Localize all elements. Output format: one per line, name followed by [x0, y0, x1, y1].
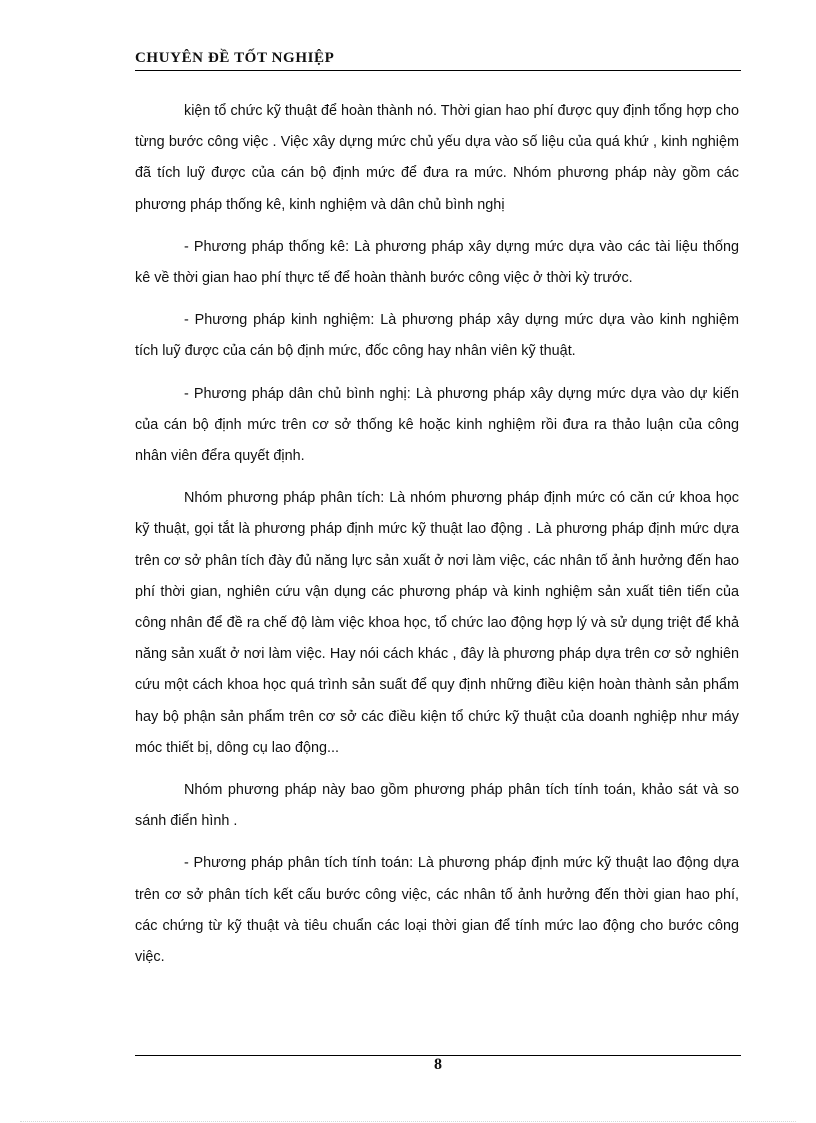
header-title: CHUYÊN ĐỀ TỐT NGHIỆP	[135, 50, 335, 66]
page-edge-divider	[20, 1121, 796, 1122]
document-body	[135, 96, 739, 984]
page-header	[135, 50, 741, 71]
paragraph-6: Nhóm phương pháp này bao gồm phương pháp phân tích tính toán, khảo sát và so sánh điển hình .	[135, 782, 739, 830]
paragraph-2: - Phương pháp thống kê: Là phương pháp xây dựng mức dựa vào các tài liệu thống kê về thời gian hao phí thực tế để hoàn thành bước công việc ở thời kỳ trước.	[135, 238, 739, 287]
page-number: 8	[434, 1056, 442, 1073]
paragraph-7: - Phương pháp phân tích tính toán: Là phương pháp định mức kỹ thuật lao động dựa trên cơ sở phân tích kết cấu bước công việc, các nhân tố ảnh hưởng đến thời gian hao phí, các chứng từ kỹ thuật và tiêu chuẩn các loại thời gian để tính mức lao động cho bước công việc.	[135, 855, 739, 966]
paragraph-4: - Phương pháp dân chủ bình nghị: Là phương pháp xây dựng mức dựa vào dự kiến của cán bộ định mức trên cơ sở thống kê hoặc kinh nghiệm rồi đưa ra thảo luận của công nhân viên đểra quyết định.	[135, 385, 739, 465]
paragraph-3: - Phương pháp kinh nghiệm: Là phương pháp xây dựng mức dựa vào kinh nghiệm tích luỹ được của cán bộ định mức, đốc công hay nhân viên kỹ thuật.	[135, 312, 739, 360]
paragraph-5: Nhóm phương pháp phân tích: Là nhóm phương pháp định mức có căn cứ khoa học kỹ thuật, gọi tắt là phương pháp định mức kỹ thuật lao động . Là phương pháp định mức dựa trên cơ sở phân tích đày đủ năng lực sản xuất ở nơi làm việc, các nhân tố ảnh hưởng đến hao phí thời gian, nghiên cứu vận dụng các phương pháp và kinh nghiệm sản xuất tiên tiến của công nhân để đề ra chế độ làm việc khoa học, tổ chức lao động hợp lý và sử dụng triệt để khả năng sản xuất ở nơi làm việc. Hay nói cách khác , đây là phương pháp dựa trên cơ sở nghiên cứu một cách khoa học quá trình sản suất để quy định những điều kiện hoàn thành sản phẩm hay bộ phận sản phẩm trên cơ sở các điều kiện tổ chức kỹ thuật của doanh nghiệp như máy móc thiết bị, dông cụ lao động...	[135, 490, 739, 756]
paragraph-1: kiện tổ chức kỹ thuật để hoàn thành nó. Thời gian hao phí được quy định tổng hợp cho từng bước công việc . Việc xây dựng mức chủ yếu dựa vào số liệu của quá khứ , kinh nghiệm đã tích luỹ được của cán bộ định mức để đưa ra mức. Nhóm phương pháp này gồm các phương pháp thống kê, kinh nghiệm và dân chủ bình nghị	[135, 103, 739, 213]
